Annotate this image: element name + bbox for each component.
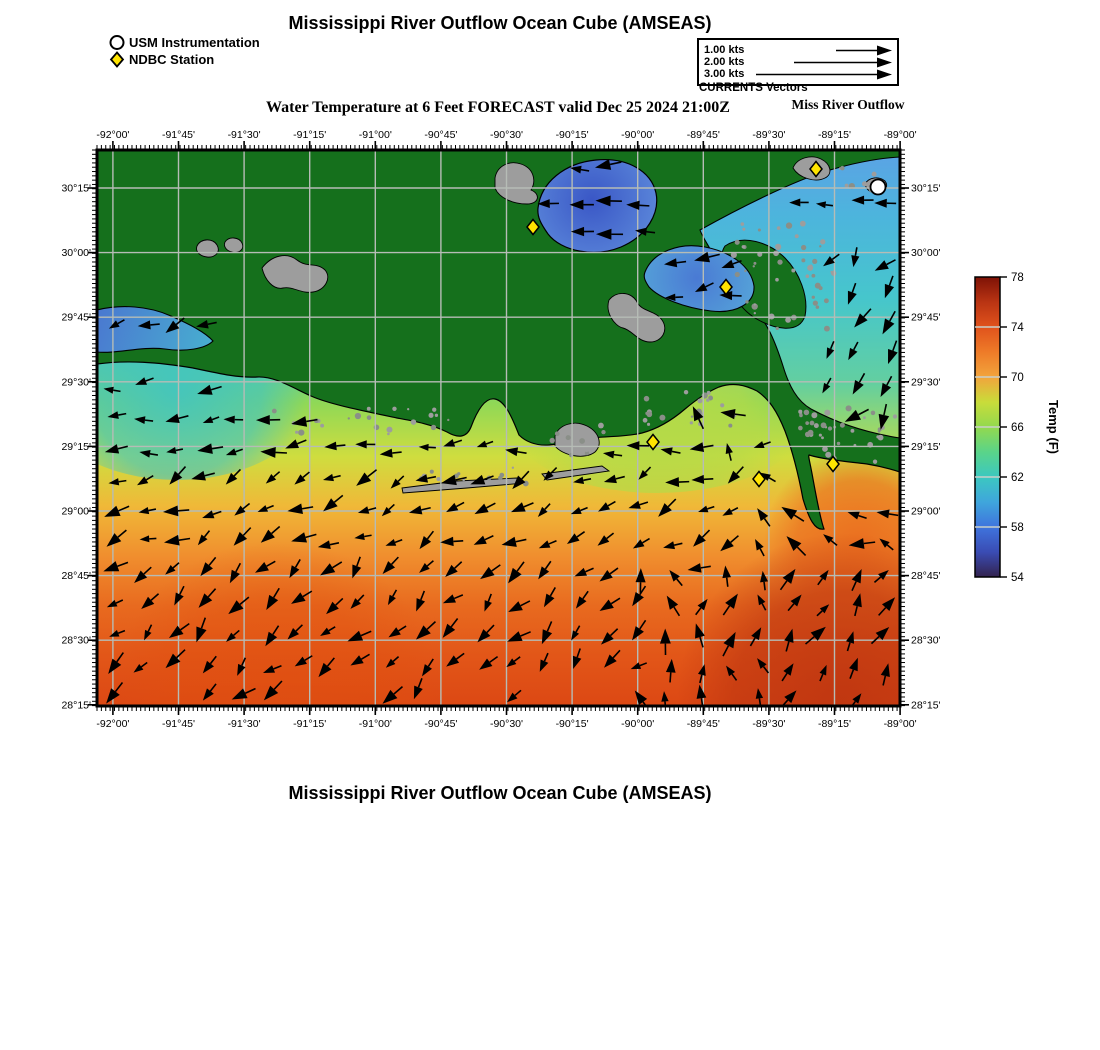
y-axis-tick-label-right: 28°45'	[911, 570, 941, 583]
y-axis-tick-label-right: 28°30'	[911, 634, 941, 647]
x-axis-tick-label-top: -91°45'	[161, 129, 196, 141]
y-axis-tick-label-right: 29°45'	[911, 311, 941, 324]
x-axis-tick-label-top: -91°30'	[227, 129, 261, 141]
usm-station-marker	[871, 180, 886, 195]
vector-scale-label: 2.00 kts	[704, 55, 745, 68]
colorbar-tick-label: 78	[1011, 272, 1024, 284]
x-axis-tick-label-bottom: -90°15'	[555, 718, 589, 730]
x-axis-tick-label-bottom: -91°00'	[358, 718, 392, 730]
y-axis-tick-label-left: 28°15'	[61, 699, 91, 712]
page-title: Mississippi River Outflow Ocean Cube (AMSEAS)	[288, 13, 712, 33]
vector-scale-label: 1.00 kts	[704, 43, 745, 56]
x-axis-tick-label-top: -90°45'	[424, 129, 458, 141]
y-axis-tick-label-left: 29°45'	[61, 311, 91, 324]
colorbar-tick-label: 54	[1011, 572, 1024, 584]
y-axis-tick-label-right: 29°00'	[911, 505, 941, 518]
y-axis-tick-label-left: 29°30'	[61, 376, 91, 389]
y-axis-tick-label-right: 30°00'	[911, 247, 941, 260]
colorbar-tick-label: 74	[1011, 322, 1024, 334]
y-axis-tick-label-left: 30°15'	[61, 182, 91, 195]
colorbar-title: Temp (F)	[1046, 400, 1061, 454]
usm-legend-label: USM Instrumentation	[129, 35, 260, 50]
x-axis-tick-label-bottom: -89°15'	[817, 718, 852, 730]
x-axis-tick-label-bottom: -92°00'	[96, 718, 130, 730]
colorbar-tick-label: 66	[1011, 422, 1024, 434]
y-axis-tick-label-right: 29°15'	[911, 440, 941, 453]
x-axis-tick-label-top: -89°00'	[883, 129, 917, 141]
y-axis-tick-label-left: 28°45'	[61, 570, 91, 583]
y-axis-tick-label-right: 29°30'	[911, 376, 941, 389]
currents-vector-caption: CURRENTS Vectors	[699, 82, 808, 94]
x-axis-tick-label-bottom: -90°45'	[424, 718, 458, 730]
region-annotation: Miss River Outflow	[791, 97, 905, 112]
x-axis-tick-label-top: -90°15'	[555, 129, 589, 141]
x-axis-tick-label-bottom: -89°00'	[883, 718, 917, 730]
x-axis-tick-label-bottom: -91°30'	[227, 718, 261, 730]
x-axis-tick-label-top: -89°15'	[817, 129, 852, 141]
x-axis-tick-label-top: -92°00'	[96, 129, 130, 141]
map-canvas	[37, 150, 1007, 780]
x-axis-tick-label-bottom: -91°45'	[161, 718, 196, 730]
x-axis-tick-label-top: -91°15'	[293, 129, 327, 141]
x-axis-tick-label-bottom: -90°30'	[489, 718, 524, 730]
x-axis-tick-label-bottom: -90°00'	[621, 718, 655, 730]
colorbar-tick-label: 62	[1011, 472, 1024, 484]
colorbar-tick-label: 58	[1011, 522, 1024, 534]
ndbc-legend-label: NDBC Station	[129, 52, 215, 67]
colorbar-tick-label: 70	[1011, 372, 1024, 384]
x-axis-tick-label-top: -90°30'	[489, 129, 524, 141]
bottom-title: Mississippi River Outflow Ocean Cube (AMSEAS)	[288, 783, 712, 803]
y-axis-tick-label-left: 30°00'	[61, 247, 91, 260]
x-axis-tick-label-top: -89°45'	[686, 129, 720, 141]
x-axis-tick-label-top: -89°30'	[752, 129, 786, 141]
x-axis-tick-label-top: -90°00'	[621, 129, 655, 141]
forecast-subtitle: Water Temperature at 6 Feet FORECAST valid Dec 25 2024 21:00Z	[266, 99, 730, 116]
x-axis-tick-label-bottom: -89°45'	[686, 718, 720, 730]
colorbar	[975, 272, 1024, 584]
y-axis-tick-label-right: 30°15'	[911, 182, 941, 195]
y-axis-tick-label-left: 28°30'	[61, 634, 91, 647]
x-axis-tick-label-top: -91°00'	[358, 129, 392, 141]
map-layers	[37, 150, 1007, 780]
y-axis-tick-label-right: 28°15'	[911, 699, 941, 712]
vector-scale-label: 3.00 kts	[704, 67, 745, 80]
y-axis-tick-label-left: 29°15'	[61, 440, 91, 453]
x-axis-tick-label-bottom: -89°30'	[752, 718, 786, 730]
y-axis-tick-label-left: 29°00'	[61, 505, 91, 518]
x-axis-tick-label-bottom: -91°15'	[293, 718, 327, 730]
